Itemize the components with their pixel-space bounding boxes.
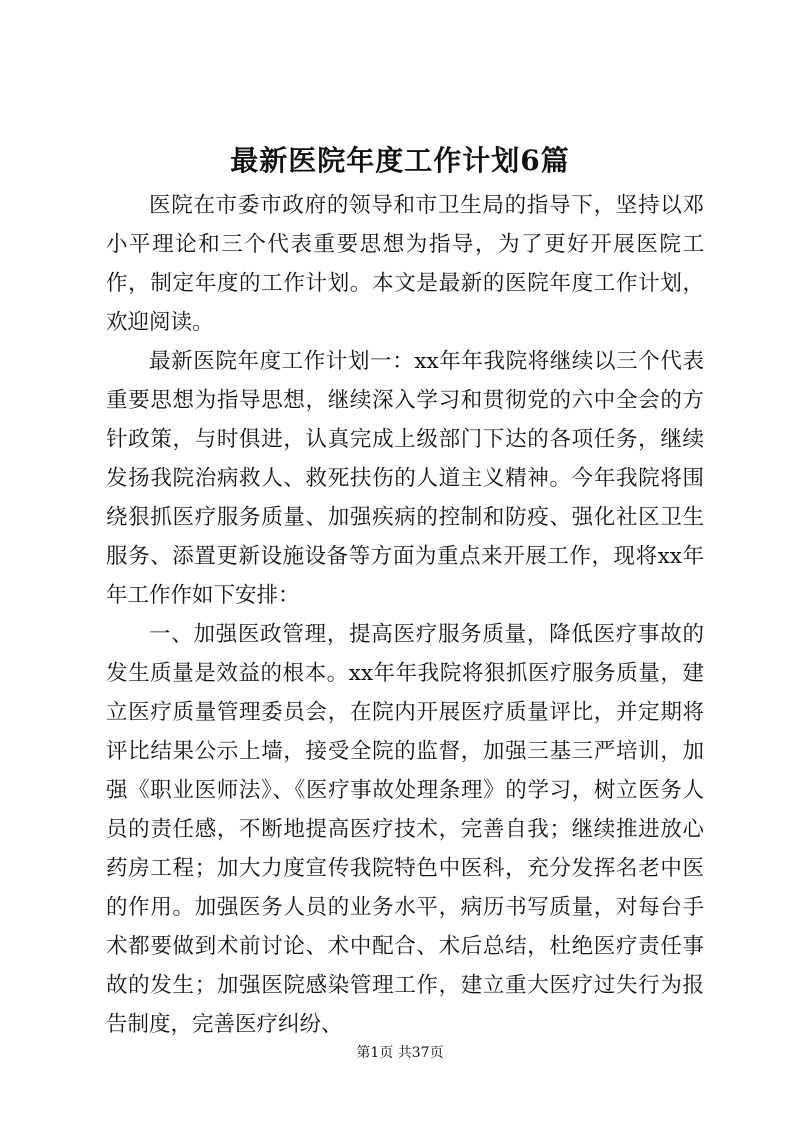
document-title: 最新医院年度工作计划6篇 (230, 144, 570, 177)
paragraph-section-one: 一、加强医政管理，提高医疗服务质量，降低医疗事故的发生质量是效益的根本。xx年年我院将狠抓医疗服务质量，建立医疗质量管理委员会，在院内开展医疗质量评比，并定期将评比结果公示上墙，接受全院的监督，加强三基三严培训，加强《职业医师法》、《医疗事故处理条理》的学习，树立医务人员的责任感，不断地提高医疗技术，完善自我；继续推进放心药房工程；加大力度宣传我院特色中医科，充分发挥名老中医的作用。加强医务人员的业务水平，病历书写质量，对每台手术都要做到术前讨论、术中配合、术后总结，杜绝医疗责任事故的发生；加强医院感染管理工作，建立重大医疗过失行为报告制度，完善医疗纠纷、 (106, 622, 704, 1037)
page-footer: 第1页 共37页 (356, 1045, 444, 1061)
paragraph-intro: 医院在市委市政府的领导和市卫生局的指导下，坚持以邓小平理论和三个代表重要思想为指导，为了更好开展医院工作，制定年度的工作计划。本文是最新的医院年度工作计划，欢迎阅读。 (106, 193, 704, 335)
paragraph-plan-one: 最新医院年度工作计划一：xx年年我院将继续以三个代表重要思想为指导思想，继续深入学习和贯彻党的六中全会的方针政策，与时俱进，认真完成上级部门下达的各项任务，继续发扬我院治病救人、救死扶伤的人道主义精神。今年我院将围绕狠抓医疗服务质量、加强疾病的控制和防疫、强化社区卫生服务、添置更新设施设备等方面为重点来开展工作，现将xx年年工作作如下安排： (106, 349, 704, 608)
document-body (106, 186, 704, 1044)
